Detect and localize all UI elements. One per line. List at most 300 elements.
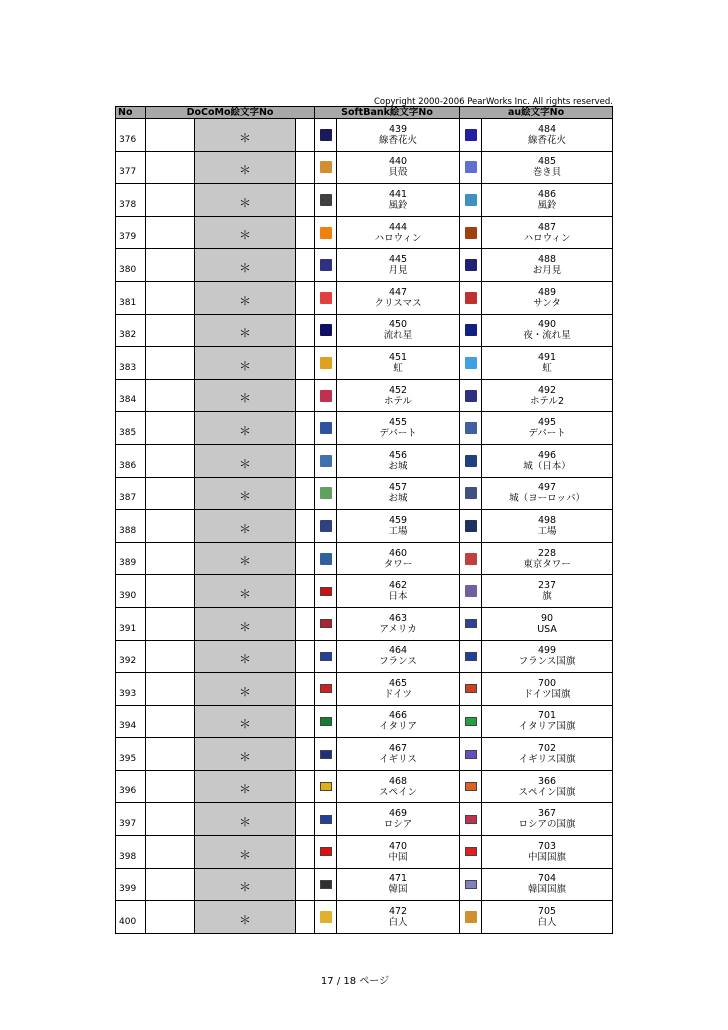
softbank-name: 月見: [388, 265, 408, 277]
row-number: 377: [116, 151, 146, 184]
au-cell: [482, 542, 613, 575]
blank-cell: [146, 314, 195, 347]
blank-cell: [146, 607, 195, 640]
blank-cell: [146, 673, 195, 706]
softbank-emoji-cell: [315, 412, 337, 445]
docomo-cell: ＊: [195, 673, 296, 706]
softbank-emoji-cell: [315, 836, 337, 869]
au-number: 488: [537, 254, 557, 266]
tower-icon: [320, 553, 332, 565]
header-docomo: DoCoMo絵文字No: [146, 107, 315, 119]
row-number: 381: [116, 281, 146, 314]
au-cell: [482, 151, 613, 184]
blank-cell: [146, 640, 195, 673]
softbank-emoji-cell: [315, 249, 337, 282]
softbank-cell: [337, 868, 460, 901]
au-cell: [482, 412, 613, 445]
docomo-cell: ＊: [195, 119, 296, 152]
row-number: 391: [116, 607, 146, 640]
au-number: 492: [537, 384, 557, 396]
blank-cell: [296, 151, 315, 184]
au-number: 484: [537, 123, 557, 135]
spain-flag-icon: [320, 782, 332, 791]
softbank-emoji-cell: [315, 803, 337, 836]
au-emoji-cell: [460, 575, 482, 608]
docomo-cell: ＊: [195, 705, 296, 738]
softbank-number: 456: [388, 449, 408, 461]
au-emoji-cell: [460, 379, 482, 412]
softbank-cell: [337, 640, 460, 673]
docomo-cell: ＊: [195, 607, 296, 640]
softbank-name: 虹: [393, 362, 403, 374]
softbank-cell: [337, 151, 460, 184]
blank-cell: [296, 836, 315, 869]
blank-cell: [146, 738, 195, 771]
table-row: [116, 705, 613, 738]
softbank-number: 451: [388, 351, 408, 363]
row-number: 386: [116, 444, 146, 477]
table-body: [116, 119, 613, 934]
au-name: フランス国旗: [518, 656, 576, 668]
softbank-cell: [337, 249, 460, 282]
table-row: [116, 510, 613, 543]
au-number: 496: [537, 449, 557, 461]
au-name: 線香花火: [528, 134, 567, 146]
au-emoji-cell: [460, 184, 482, 217]
uk-flag-icon: [465, 750, 477, 759]
china-flag-icon: [320, 847, 332, 856]
usa-flag-icon: [320, 619, 332, 628]
au-emoji-cell: [460, 151, 482, 184]
softbank-number: 455: [388, 417, 408, 429]
au-name: 中国国旗: [528, 851, 567, 863]
table-row: [116, 607, 613, 640]
softbank-number: 470: [388, 840, 408, 852]
softbank-number: 463: [388, 612, 408, 624]
blank-cell: [146, 184, 195, 217]
softbank-name: 中国: [388, 851, 408, 863]
night-shooting-star-icon: [465, 324, 477, 336]
softbank-cell: [337, 379, 460, 412]
au-name: サンタ: [533, 297, 561, 309]
au-name: 旗: [542, 591, 552, 603]
softbank-number: 441: [388, 188, 408, 200]
table-row: [116, 868, 613, 901]
blank-cell: [296, 705, 315, 738]
softbank-number: 457: [388, 482, 408, 494]
row-number: 380: [116, 249, 146, 282]
blank-cell: [296, 770, 315, 803]
au-name: 城（日本）: [523, 460, 571, 472]
au-number: 497: [537, 482, 557, 494]
docomo-cell: ＊: [195, 151, 296, 184]
softbank-emoji-cell: [315, 477, 337, 510]
pumpkin-icon: [465, 227, 477, 239]
softbank-number: 439: [388, 123, 408, 135]
row-number: 400: [116, 901, 146, 934]
docomo-cell: ＊: [195, 412, 296, 445]
docomo-cell: ＊: [195, 836, 296, 869]
table-row: [116, 151, 613, 184]
docomo-cell: ＊: [195, 640, 296, 673]
softbank-number: 447: [388, 286, 408, 298]
docomo-cell: ＊: [195, 901, 296, 934]
wind-chime-icon: [320, 194, 332, 206]
blank-cell: [296, 607, 315, 640]
au-name: ハロウィン: [523, 232, 571, 244]
softbank-emoji-cell: [315, 673, 337, 706]
au-emoji-cell: [460, 705, 482, 738]
au-name: 風鈴: [537, 199, 557, 211]
korea-flag-icon: [320, 880, 332, 889]
softbank-name: ハロウィン: [374, 232, 422, 244]
docomo-cell: ＊: [195, 444, 296, 477]
au-emoji-cell: [460, 836, 482, 869]
moon-viewing-icon: [465, 259, 477, 271]
softbank-emoji-cell: [315, 444, 337, 477]
au-cell: [482, 510, 613, 543]
docomo-cell: ＊: [195, 249, 296, 282]
row-number: 388: [116, 510, 146, 543]
softbank-number: 469: [388, 808, 408, 820]
au-cell: [482, 314, 613, 347]
white-person-icon: [465, 911, 477, 923]
au-number: 366: [537, 775, 557, 787]
au-cell: [482, 249, 613, 282]
softbank-cell: [337, 281, 460, 314]
blank-cell: [296, 444, 315, 477]
table-row: [116, 314, 613, 347]
au-emoji-cell: [460, 673, 482, 706]
blank-cell: [146, 836, 195, 869]
softbank-number: 460: [388, 547, 408, 559]
softbank-cell: [337, 738, 460, 771]
softbank-number: 472: [388, 906, 408, 918]
softbank-name: イタリア: [379, 721, 418, 733]
blank-cell: [296, 673, 315, 706]
softbank-number: 468: [388, 775, 408, 787]
softbank-cell: [337, 705, 460, 738]
au-emoji-cell: [460, 868, 482, 901]
softbank-number: 467: [388, 743, 408, 755]
au-number: 228: [537, 547, 557, 559]
softbank-emoji-cell: [315, 510, 337, 543]
softbank-number: 440: [388, 156, 408, 168]
rainbow-icon: [465, 357, 477, 369]
blank-cell: [146, 347, 195, 380]
softbank-name: ドイツ: [384, 688, 413, 700]
fireworks-icon: [465, 129, 477, 141]
softbank-number: 444: [388, 221, 408, 233]
table-row: [116, 575, 613, 608]
au-cell: [482, 673, 613, 706]
hotel-icon: [465, 390, 477, 402]
blank-cell: [296, 738, 315, 771]
factory-icon: [320, 520, 332, 532]
france-flag-icon: [465, 652, 477, 661]
table-row: [116, 347, 613, 380]
blank-cell: [296, 216, 315, 249]
au-emoji-cell: [460, 510, 482, 543]
santa-icon: [320, 292, 332, 304]
blank-cell: [146, 510, 195, 543]
blank-cell: [146, 575, 195, 608]
softbank-name: 流れ星: [383, 330, 413, 342]
table-row: [116, 412, 613, 445]
factory-icon: [465, 520, 477, 532]
au-cell: [482, 216, 613, 249]
softbank-cell: [337, 510, 460, 543]
au-emoji-cell: [460, 607, 482, 640]
row-number: 378: [116, 184, 146, 217]
softbank-emoji-cell: [315, 770, 337, 803]
row-number: 383: [116, 347, 146, 380]
au-emoji-cell: [460, 249, 482, 282]
softbank-cell: [337, 119, 460, 152]
docomo-cell: ＊: [195, 314, 296, 347]
softbank-cell: [337, 607, 460, 640]
russia-flag-icon: [465, 815, 477, 824]
au-emoji-cell: [460, 119, 482, 152]
japanese-castle-icon: [320, 455, 332, 467]
softbank-cell: [337, 347, 460, 380]
docomo-cell: ＊: [195, 542, 296, 575]
au-cell: [482, 347, 613, 380]
row-number: 398: [116, 836, 146, 869]
wind-chime-icon: [465, 194, 477, 206]
blank-cell: [146, 119, 195, 152]
au-cell: [482, 738, 613, 771]
au-name: お月見: [532, 265, 562, 277]
table-row: [116, 673, 613, 706]
au-emoji-cell: [460, 640, 482, 673]
row-number: 387: [116, 477, 146, 510]
table-row: [116, 281, 613, 314]
emoji-mapping-table: [115, 106, 613, 934]
softbank-emoji-cell: [315, 184, 337, 217]
au-name: ドイツ国旗: [523, 688, 571, 700]
au-number: 702: [537, 743, 557, 755]
au-name: イタリア国旗: [518, 721, 576, 733]
softbank-cell: [337, 770, 460, 803]
blank-cell: [296, 249, 315, 282]
au-name: 城（ヨーロッパ）: [509, 493, 585, 505]
au-name: デパート: [528, 428, 566, 440]
softbank-emoji-cell: [315, 151, 337, 184]
usa-flag-icon: [465, 619, 477, 628]
softbank-emoji-cell: [315, 575, 337, 608]
au-cell: [482, 770, 613, 803]
row-number: 395: [116, 738, 146, 771]
blank-cell: [296, 575, 315, 608]
italy-flag-icon: [465, 717, 477, 726]
european-castle-icon: [465, 487, 477, 499]
softbank-cell: [337, 901, 460, 934]
softbank-cell: [337, 836, 460, 869]
blank-cell: [146, 379, 195, 412]
table-row: [116, 249, 613, 282]
softbank-name: ホテル: [384, 395, 413, 407]
softbank-emoji-cell: [315, 640, 337, 673]
docomo-cell: ＊: [195, 184, 296, 217]
au-emoji-cell: [460, 901, 482, 934]
softbank-name: フランス: [379, 656, 417, 668]
softbank-emoji-cell: [315, 314, 337, 347]
row-number: 379: [116, 216, 146, 249]
docomo-cell: ＊: [195, 216, 296, 249]
shell-icon: [320, 161, 332, 173]
softbank-emoji-cell: [315, 705, 337, 738]
au-name: ロシアの国旗: [518, 819, 576, 831]
santa-icon: [465, 292, 477, 304]
blank-cell: [296, 868, 315, 901]
white-person-icon: [320, 911, 332, 923]
softbank-name: アメリカ: [379, 623, 417, 635]
row-number: 384: [116, 379, 146, 412]
rainbow-icon: [320, 357, 332, 369]
department-store-icon: [465, 422, 477, 434]
softbank-number: 452: [388, 384, 408, 396]
au-number: 367: [537, 808, 557, 820]
row-number: 399: [116, 868, 146, 901]
blank-cell: [146, 216, 195, 249]
korea-flag-icon: [465, 880, 477, 889]
row-number: 396: [116, 770, 146, 803]
blank-cell: [146, 770, 195, 803]
softbank-emoji-cell: [315, 216, 337, 249]
softbank-emoji-cell: [315, 379, 337, 412]
au-cell: [482, 379, 613, 412]
spain-flag-icon: [465, 782, 477, 791]
softbank-number: 445: [388, 254, 408, 266]
header-softbank: SoftBank絵文字No: [315, 107, 460, 119]
hotel-icon: [320, 390, 332, 402]
softbank-emoji-cell: [315, 542, 337, 575]
au-emoji-cell: [460, 412, 482, 445]
softbank-number: 465: [388, 677, 408, 689]
softbank-number: 464: [388, 645, 408, 657]
au-cell: [482, 477, 613, 510]
au-emoji-cell: [460, 803, 482, 836]
row-number: 397: [116, 803, 146, 836]
row-number: 393: [116, 673, 146, 706]
au-cell: [482, 836, 613, 869]
au-number: 498: [537, 514, 557, 526]
au-number: 701: [537, 710, 557, 722]
table-row: [116, 119, 613, 152]
softbank-cell: [337, 575, 460, 608]
blank-cell: [296, 803, 315, 836]
au-number: 489: [537, 286, 557, 298]
japanese-castle-icon: [465, 455, 477, 467]
row-number: 385: [116, 412, 146, 445]
docomo-cell: ＊: [195, 575, 296, 608]
softbank-name: 線香花火: [379, 134, 418, 146]
softbank-cell: [337, 542, 460, 575]
au-name: スペイン国旗: [518, 786, 576, 798]
softbank-cell: [337, 216, 460, 249]
docomo-cell: ＊: [195, 347, 296, 380]
au-cell: [482, 901, 613, 934]
european-castle-icon: [320, 487, 332, 499]
au-number: 705: [537, 906, 557, 918]
au-cell: [482, 868, 613, 901]
au-name: イギリス国旗: [518, 754, 576, 766]
softbank-name: スペイン: [379, 786, 418, 798]
au-number: 491: [537, 351, 557, 363]
softbank-name: 風鈴: [388, 199, 408, 211]
au-emoji-cell: [460, 444, 482, 477]
table-row: [116, 901, 613, 934]
moon-viewing-icon: [320, 259, 332, 271]
au-cell: [482, 444, 613, 477]
blank-cell: [296, 119, 315, 152]
table-row: [116, 738, 613, 771]
spiral-shell-icon: [465, 161, 477, 173]
copyright-notice: Copyright 2000-2006 PearWorks Inc. All rights reserved.: [373, 97, 613, 107]
blank-cell: [296, 281, 315, 314]
au-cell: [482, 575, 613, 608]
table-row: [116, 836, 613, 869]
softbank-number: 450: [388, 319, 408, 331]
au-number: 703: [537, 840, 557, 852]
blank-cell: [296, 477, 315, 510]
softbank-name: クリスマス: [374, 297, 422, 309]
row-number: 376: [116, 119, 146, 152]
docomo-cell: ＊: [195, 738, 296, 771]
softbank-name: デパート: [379, 428, 417, 440]
department-store-icon: [320, 422, 332, 434]
table-header-row: [116, 107, 613, 119]
blank-cell: [146, 868, 195, 901]
au-cell: [482, 607, 613, 640]
blank-cell: [296, 314, 315, 347]
au-emoji-cell: [460, 542, 482, 575]
au-number: 704: [537, 873, 557, 885]
au-emoji-cell: [460, 216, 482, 249]
softbank-name: お城: [388, 493, 408, 505]
blank-cell: [146, 151, 195, 184]
au-name: USA: [537, 623, 557, 635]
blank-cell: [296, 184, 315, 217]
softbank-name: タワー: [383, 558, 413, 570]
table-row: [116, 477, 613, 510]
softbank-cell: [337, 314, 460, 347]
blank-cell: [146, 705, 195, 738]
table-row: [116, 184, 613, 217]
russia-flag-icon: [320, 815, 332, 824]
docomo-cell: ＊: [195, 281, 296, 314]
china-flag-icon: [465, 847, 477, 856]
au-name: 虹: [542, 362, 552, 374]
blank-cell: [146, 901, 195, 934]
blank-cell: [296, 510, 315, 543]
japan-flag-icon: [320, 587, 332, 596]
shooting-star-icon: [320, 324, 332, 336]
blank-cell: [296, 412, 315, 445]
softbank-emoji-cell: [315, 868, 337, 901]
header-no: No: [116, 107, 146, 119]
softbank-cell: [337, 184, 460, 217]
softbank-name: 韓国: [388, 884, 408, 896]
blank-cell: [296, 640, 315, 673]
au-name: 巻き貝: [532, 167, 562, 179]
docomo-cell: ＊: [195, 803, 296, 836]
row-number: 382: [116, 314, 146, 347]
row-number: 392: [116, 640, 146, 673]
softbank-cell: [337, 673, 460, 706]
table-row: [116, 640, 613, 673]
